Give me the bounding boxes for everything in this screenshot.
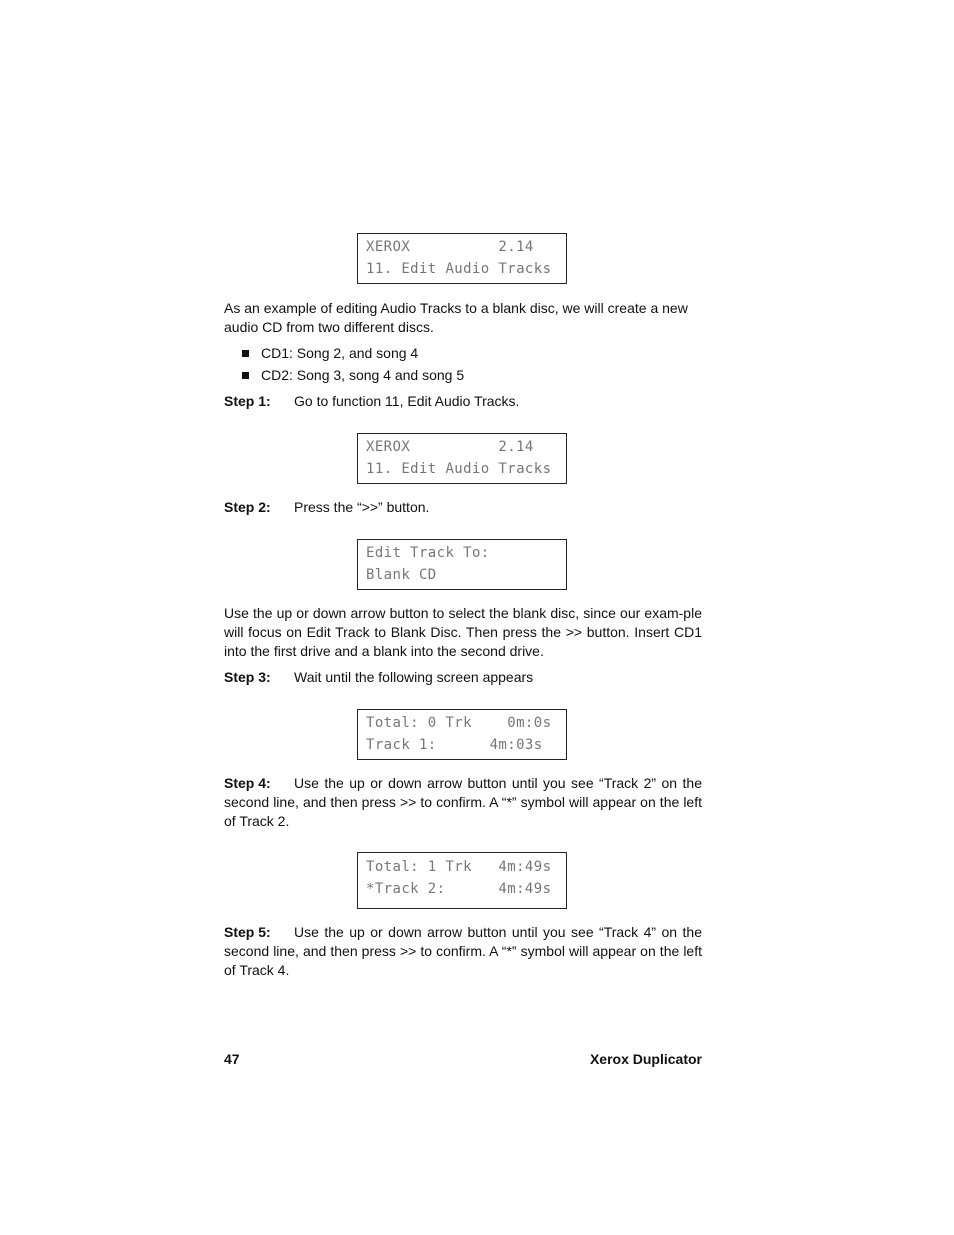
lcd-screen xyxy=(357,433,567,484)
bullet-square-icon xyxy=(242,372,249,379)
footer-title: Xerox Duplicator xyxy=(589,1051,702,1067)
step-label: Step 3: xyxy=(224,669,271,685)
lcd-line: 11. Edit Audio Tracks xyxy=(366,461,552,477)
step-text: Wait until the following screen appears xyxy=(294,669,534,685)
lcd-line: Total: 0 Trk 0m:0s xyxy=(366,715,552,731)
step-5 xyxy=(224,923,702,980)
lcd-screen xyxy=(357,709,567,760)
instruction-paragraph: Use the up or down arrow button to select the blank disc, since our exam-ple will focus on Edit Track to Blank Disc. Then press the >> button. Insert CD1 into the first drive and a blank into the second drive. xyxy=(224,605,702,659)
step-text: Use the up or down arrow button until you see “Track 2” on the second line, and then press >> to confirm. A “*” symbol will appear on the left of Track 2. xyxy=(224,775,702,829)
step-3 xyxy=(224,668,702,687)
step-label: Step 4: xyxy=(224,775,271,791)
lcd-line: *Track 2: 4m:49s xyxy=(366,881,552,897)
list-item: CD1: Song 2, and song 4 xyxy=(242,344,418,363)
lcd-line: Total: 1 Trk 4m:49s xyxy=(366,859,552,875)
lcd-screen xyxy=(357,852,567,909)
lcd-line: XEROX 2.14 xyxy=(366,239,534,255)
lcd-line: XEROX 2.14 xyxy=(366,439,534,455)
step-2 xyxy=(224,498,702,517)
lcd-screen xyxy=(357,233,567,284)
intro-paragraph: As an example of editing Audio Tracks to a blank disc, we will create a new audio CD from two different discs. xyxy=(224,300,688,335)
step-text: Go to function 11, Edit Audio Tracks. xyxy=(294,393,520,409)
step-1 xyxy=(224,392,702,411)
lcd-line: 11. Edit Audio Tracks xyxy=(366,261,552,277)
page-number: 47 xyxy=(224,1051,240,1067)
bullet-square-icon xyxy=(242,350,249,357)
lcd-line: Blank CD xyxy=(366,567,437,583)
step-4 xyxy=(224,774,702,831)
step-label: Step 5: xyxy=(224,924,271,940)
step-text: Press the “>>” button. xyxy=(294,499,430,515)
step-label: Step 2: xyxy=(224,499,271,515)
step-label: Step 1: xyxy=(224,393,271,409)
lcd-line: Track 1: 4m:03s xyxy=(366,737,543,753)
step-text: Use the up or down arrow button until you see “Track 4” on the second line, and then press >> to confirm. A “*” symbol will appear on the left of Track 4. xyxy=(224,924,702,978)
lcd-line: Edit Track To: xyxy=(366,545,490,561)
list-item: CD2: Song 3, song 4 and song 5 xyxy=(242,366,464,385)
lcd-screen xyxy=(357,539,567,590)
